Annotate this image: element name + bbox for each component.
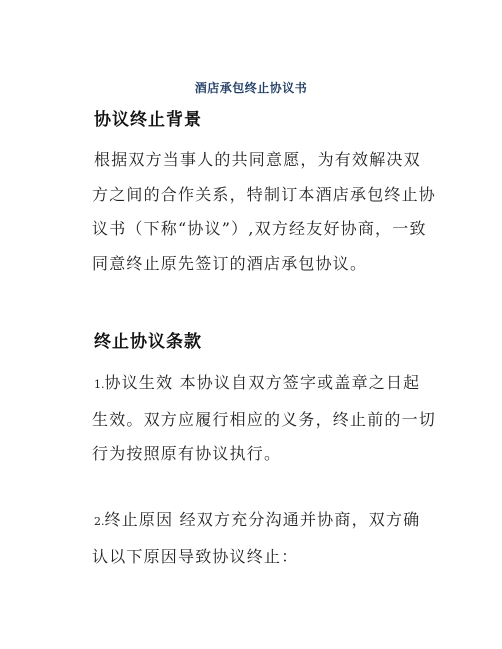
section-heading-terms: 终止协议条款 [94,332,202,352]
clause-line [94,503,434,540]
paragraph-line: 方之间的合作关系，特制订本酒店承包终止协 [92,184,437,204]
clause-line [94,366,434,403]
paragraph-line: 根据双方当事人的共同意愿，为有效解决双 [94,150,421,169]
clause-text: 终止原因 经双方充分沟通并协商，双方确 [104,510,421,529]
clause-line: 生效。双方应履行相应的义务，终止前的一切 [92,409,437,429]
clause-2 [94,503,434,574]
clause-1 [92,366,437,472]
clause-number: 2. [94,515,105,528]
clause-number: 1. [94,378,105,391]
section-heading-background: 协议终止背景 [94,110,202,130]
document-title: 酒店承包终止协议书 [194,81,308,95]
clause-text: 协议生效 本协议自双方签字或盖章之日起 [104,373,421,392]
paragraph-line: 同意终止原先签订的酒店承包协议。 [92,253,368,273]
clause-line: 认以下原因导致协议终止： [92,546,299,566]
clause-line: 行为按照原有协议执行。 [92,444,282,463]
paragraph-line: 议书（下称“协议”）,双方经友好协商，一致 [92,219,427,238]
background-paragraph [92,143,437,281]
